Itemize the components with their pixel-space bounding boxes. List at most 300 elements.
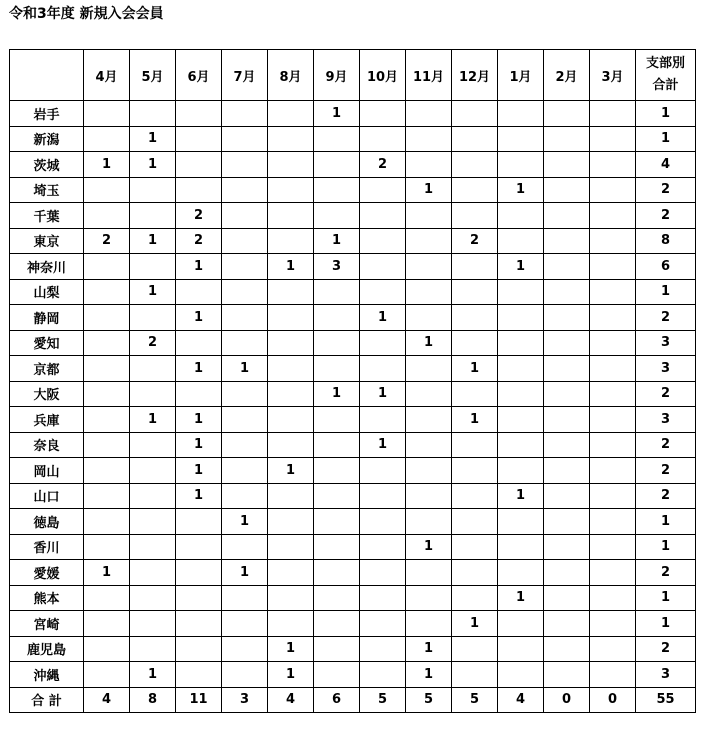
month-cell (544, 534, 590, 560)
row-total: 2 (636, 381, 696, 407)
month-cell (452, 509, 498, 535)
month-cell (176, 585, 222, 611)
month-cell (452, 177, 498, 203)
month-cell (268, 126, 314, 152)
month-cell (314, 152, 360, 178)
row-total: 2 (636, 458, 696, 484)
month-cell (590, 509, 636, 535)
month-cell (590, 203, 636, 229)
month-cell: 1 (176, 305, 222, 331)
month-cell (360, 203, 406, 229)
month-header: 12月 (452, 50, 498, 101)
month-cell (452, 254, 498, 280)
prefecture-label: 兵庫 (10, 407, 84, 433)
month-cell (406, 560, 452, 586)
month-cell (314, 203, 360, 229)
month-cell (268, 509, 314, 535)
month-cell: 1 (498, 585, 544, 611)
month-cell (84, 509, 130, 535)
month-cell (222, 101, 268, 127)
row-total: 1 (636, 101, 696, 127)
table-row (10, 101, 696, 127)
month-cell (84, 126, 130, 152)
prefecture-label: 千葉 (10, 203, 84, 229)
month-cell (406, 381, 452, 407)
month-cell (360, 279, 406, 305)
month-cell (314, 279, 360, 305)
month-cell: 1 (360, 305, 406, 331)
month-cell (452, 662, 498, 688)
row-total: 1 (636, 585, 696, 611)
month-cell: 1 (498, 483, 544, 509)
month-cell (130, 560, 176, 586)
month-cell (360, 101, 406, 127)
month-cell: 2 (176, 228, 222, 254)
month-cell: 1 (452, 356, 498, 382)
month-cell: 1 (406, 662, 452, 688)
prefecture-label: 茨城 (10, 152, 84, 178)
table-row (10, 152, 696, 178)
month-cell (498, 662, 544, 688)
month-cell (452, 305, 498, 331)
month-cell (130, 483, 176, 509)
month-cell (222, 126, 268, 152)
month-header: 2月 (544, 50, 590, 101)
month-cell (544, 152, 590, 178)
month-cell (360, 356, 406, 382)
month-header: 11月 (406, 50, 452, 101)
month-cell (268, 305, 314, 331)
month-cell: 1 (176, 483, 222, 509)
month-cell: 1 (314, 381, 360, 407)
month-cell (176, 509, 222, 535)
month-cell (84, 305, 130, 331)
table-row (10, 432, 696, 458)
month-header: 3月 (590, 50, 636, 101)
month-total: 3 (222, 687, 268, 713)
month-cell (406, 458, 452, 484)
prefecture-label: 山梨 (10, 279, 84, 305)
month-cell (590, 356, 636, 382)
month-cell (406, 228, 452, 254)
month-cell (498, 126, 544, 152)
month-cell (268, 534, 314, 560)
month-cell (268, 407, 314, 433)
table-row (10, 509, 696, 535)
total-header-line1: 支部別 (645, 56, 685, 71)
month-cell (590, 534, 636, 560)
month-cell (360, 483, 406, 509)
month-cell (498, 636, 544, 662)
month-cell (222, 432, 268, 458)
month-cell (314, 305, 360, 331)
month-cell (360, 662, 406, 688)
month-header: 10月 (360, 50, 406, 101)
month-cell (406, 407, 452, 433)
table-row (10, 560, 696, 586)
month-cell (544, 126, 590, 152)
month-cell (268, 228, 314, 254)
header-row (10, 50, 696, 101)
month-cell (222, 458, 268, 484)
month-cell (84, 177, 130, 203)
month-cell (314, 636, 360, 662)
month-header: 5月 (130, 50, 176, 101)
month-total: 0 (590, 687, 636, 713)
month-cell: 2 (176, 203, 222, 229)
month-cell (360, 407, 406, 433)
month-cell (590, 228, 636, 254)
membership-table (9, 49, 696, 713)
prefecture-label: 香川 (10, 534, 84, 560)
table-row (10, 356, 696, 382)
month-cell: 1 (222, 509, 268, 535)
month-cell: 1 (452, 407, 498, 433)
month-cell (268, 356, 314, 382)
month-cell (590, 458, 636, 484)
row-total: 2 (636, 203, 696, 229)
month-cell (544, 305, 590, 331)
prefecture-label: 愛知 (10, 330, 84, 356)
month-header: 9月 (314, 50, 360, 101)
prefecture-label: 鹿児島 (10, 636, 84, 662)
month-cell (130, 534, 176, 560)
month-cell (360, 611, 406, 637)
month-total: 5 (360, 687, 406, 713)
month-cell (314, 560, 360, 586)
month-cell (84, 279, 130, 305)
month-cell (544, 560, 590, 586)
month-cell: 2 (452, 228, 498, 254)
month-cell (406, 254, 452, 280)
month-cell (452, 636, 498, 662)
month-cell (268, 611, 314, 637)
month-cell (544, 254, 590, 280)
month-cell: 1 (314, 101, 360, 127)
month-cell (268, 381, 314, 407)
month-cell (130, 101, 176, 127)
grand-total: 55 (636, 687, 696, 713)
month-total: 8 (130, 687, 176, 713)
month-cell (498, 356, 544, 382)
table-row (10, 381, 696, 407)
month-cell (314, 509, 360, 535)
prefecture-label: 神奈川 (10, 254, 84, 280)
row-total: 2 (636, 560, 696, 586)
row-total: 3 (636, 356, 696, 382)
month-cell: 1 (176, 432, 222, 458)
month-total: 4 (498, 687, 544, 713)
month-cell (544, 330, 590, 356)
month-cell: 2 (130, 330, 176, 356)
month-cell: 1 (360, 432, 406, 458)
row-total: 1 (636, 126, 696, 152)
month-header: 1月 (498, 50, 544, 101)
month-cell (268, 330, 314, 356)
month-cell (130, 203, 176, 229)
month-cell: 1 (130, 407, 176, 433)
month-cell (406, 585, 452, 611)
month-cell (452, 152, 498, 178)
prefecture-label: 沖縄 (10, 662, 84, 688)
month-cell (452, 458, 498, 484)
prefecture-label: 静岡 (10, 305, 84, 331)
row-total: 4 (636, 152, 696, 178)
row-total: 6 (636, 254, 696, 280)
month-cell (84, 101, 130, 127)
month-cell (130, 611, 176, 637)
month-cell (222, 228, 268, 254)
row-total: 2 (636, 432, 696, 458)
month-cell (590, 432, 636, 458)
prefecture-label: 埼玉 (10, 177, 84, 203)
month-cell (360, 458, 406, 484)
month-header: 4月 (84, 50, 130, 101)
month-cell (84, 611, 130, 637)
month-cell (590, 381, 636, 407)
month-total: 0 (544, 687, 590, 713)
month-cell: 1 (222, 356, 268, 382)
prefecture-label: 大阪 (10, 381, 84, 407)
row-total: 1 (636, 534, 696, 560)
month-cell (222, 407, 268, 433)
month-cell (590, 330, 636, 356)
row-total: 2 (636, 305, 696, 331)
month-cell: 1 (314, 228, 360, 254)
month-cell (590, 254, 636, 280)
month-cell (176, 177, 222, 203)
month-total: 4 (84, 687, 130, 713)
prefecture-label: 岡山 (10, 458, 84, 484)
table-row (10, 330, 696, 356)
table-row (10, 458, 696, 484)
row-total: 3 (636, 662, 696, 688)
month-cell (544, 432, 590, 458)
prefecture-label: 岩手 (10, 101, 84, 127)
month-cell (130, 458, 176, 484)
month-cell (590, 585, 636, 611)
prefecture-label: 山口 (10, 483, 84, 509)
table-row (10, 279, 696, 305)
month-cell (268, 203, 314, 229)
month-cell (498, 458, 544, 484)
month-cell (544, 356, 590, 382)
month-cell (498, 330, 544, 356)
month-cell (452, 560, 498, 586)
table-row (10, 407, 696, 433)
row-total: 1 (636, 509, 696, 535)
month-cell (544, 381, 590, 407)
month-cell (498, 381, 544, 407)
month-cell: 1 (268, 254, 314, 280)
month-cell (590, 407, 636, 433)
month-cell: 1 (268, 662, 314, 688)
month-cell (544, 101, 590, 127)
table-row (10, 636, 696, 662)
prefecture-label: 新潟 (10, 126, 84, 152)
month-cell: 1 (130, 152, 176, 178)
month-cell: 1 (130, 228, 176, 254)
month-cell: 1 (222, 560, 268, 586)
row-total: 1 (636, 611, 696, 637)
month-cell (268, 560, 314, 586)
month-cell (130, 636, 176, 662)
month-cell (84, 432, 130, 458)
month-cell (314, 662, 360, 688)
month-cell (452, 101, 498, 127)
month-cell (360, 228, 406, 254)
month-cell: 1 (498, 177, 544, 203)
month-cell (360, 126, 406, 152)
month-cell (222, 381, 268, 407)
month-cell (498, 203, 544, 229)
month-cell (406, 483, 452, 509)
month-cell (452, 330, 498, 356)
month-cell (544, 407, 590, 433)
month-cell (498, 279, 544, 305)
month-cell (222, 662, 268, 688)
month-cell (590, 126, 636, 152)
month-cell (222, 305, 268, 331)
month-cell (268, 101, 314, 127)
month-cell (130, 381, 176, 407)
month-cell (130, 305, 176, 331)
month-cell (590, 662, 636, 688)
month-cell (590, 483, 636, 509)
month-cell (544, 509, 590, 535)
prefecture-label: 東京 (10, 228, 84, 254)
table-row (10, 203, 696, 229)
month-cell (498, 611, 544, 637)
month-cell (406, 305, 452, 331)
prefecture-label: 愛媛 (10, 560, 84, 586)
month-cell: 3 (314, 254, 360, 280)
month-cell (452, 483, 498, 509)
month-cell (498, 101, 544, 127)
month-cell (222, 203, 268, 229)
month-total: 6 (314, 687, 360, 713)
month-cell (130, 585, 176, 611)
prefecture-label: 徳島 (10, 509, 84, 535)
month-cell (360, 177, 406, 203)
month-cell (130, 254, 176, 280)
prefecture-label: 熊本 (10, 585, 84, 611)
month-cell (498, 228, 544, 254)
month-cell (222, 585, 268, 611)
month-cell (406, 509, 452, 535)
month-cell (314, 407, 360, 433)
month-cell (314, 330, 360, 356)
prefecture-label: 奈良 (10, 432, 84, 458)
month-cell: 2 (360, 152, 406, 178)
month-cell (314, 534, 360, 560)
month-cell (544, 585, 590, 611)
month-cell (544, 203, 590, 229)
month-cell: 1 (176, 458, 222, 484)
month-cell (176, 330, 222, 356)
total-row (10, 687, 696, 713)
total-label: 合 計 (10, 687, 84, 713)
month-cell (544, 483, 590, 509)
month-cell (268, 585, 314, 611)
month-cell (130, 509, 176, 535)
month-cell (544, 636, 590, 662)
month-cell (590, 152, 636, 178)
month-cell (222, 330, 268, 356)
row-total: 8 (636, 228, 696, 254)
month-cell: 1 (360, 381, 406, 407)
month-cell (360, 560, 406, 586)
table-row (10, 228, 696, 254)
month-cell (222, 636, 268, 662)
table-row (10, 585, 696, 611)
month-cell (268, 432, 314, 458)
month-cell (222, 254, 268, 280)
month-cell (544, 458, 590, 484)
month-cell (84, 407, 130, 433)
month-cell (406, 432, 452, 458)
corner-cell (10, 50, 84, 101)
month-cell (498, 534, 544, 560)
month-cell (314, 432, 360, 458)
table-row (10, 483, 696, 509)
month-cell (498, 509, 544, 535)
month-cell (590, 101, 636, 127)
month-cell (222, 534, 268, 560)
month-cell: 1 (84, 152, 130, 178)
month-cell (176, 381, 222, 407)
month-cell (176, 611, 222, 637)
month-cell (406, 126, 452, 152)
month-cell (498, 407, 544, 433)
total-header-line2: 合計 (652, 78, 679, 93)
month-cell (452, 279, 498, 305)
month-cell (360, 330, 406, 356)
month-cell: 1 (176, 356, 222, 382)
month-cell (360, 509, 406, 535)
month-cell (222, 279, 268, 305)
month-cell (452, 126, 498, 152)
month-cell (314, 177, 360, 203)
month-cell (130, 432, 176, 458)
month-cell: 1 (498, 254, 544, 280)
month-cell: 2 (84, 228, 130, 254)
month-cell (590, 305, 636, 331)
month-cell (452, 585, 498, 611)
month-cell (406, 611, 452, 637)
month-cell (84, 662, 130, 688)
month-cell (406, 203, 452, 229)
month-total: 11 (176, 687, 222, 713)
month-cell (590, 611, 636, 637)
month-cell: 1 (406, 330, 452, 356)
month-cell (84, 534, 130, 560)
prefecture-label: 京都 (10, 356, 84, 382)
month-cell (176, 560, 222, 586)
month-cell (360, 636, 406, 662)
month-header: 7月 (222, 50, 268, 101)
month-cell: 1 (130, 662, 176, 688)
table-row (10, 254, 696, 280)
month-cell: 1 (406, 534, 452, 560)
month-cell: 1 (268, 458, 314, 484)
month-cell (84, 483, 130, 509)
month-cell: 1 (406, 177, 452, 203)
month-cell: 1 (452, 611, 498, 637)
month-cell (84, 585, 130, 611)
row-total: 3 (636, 407, 696, 433)
month-cell (130, 356, 176, 382)
